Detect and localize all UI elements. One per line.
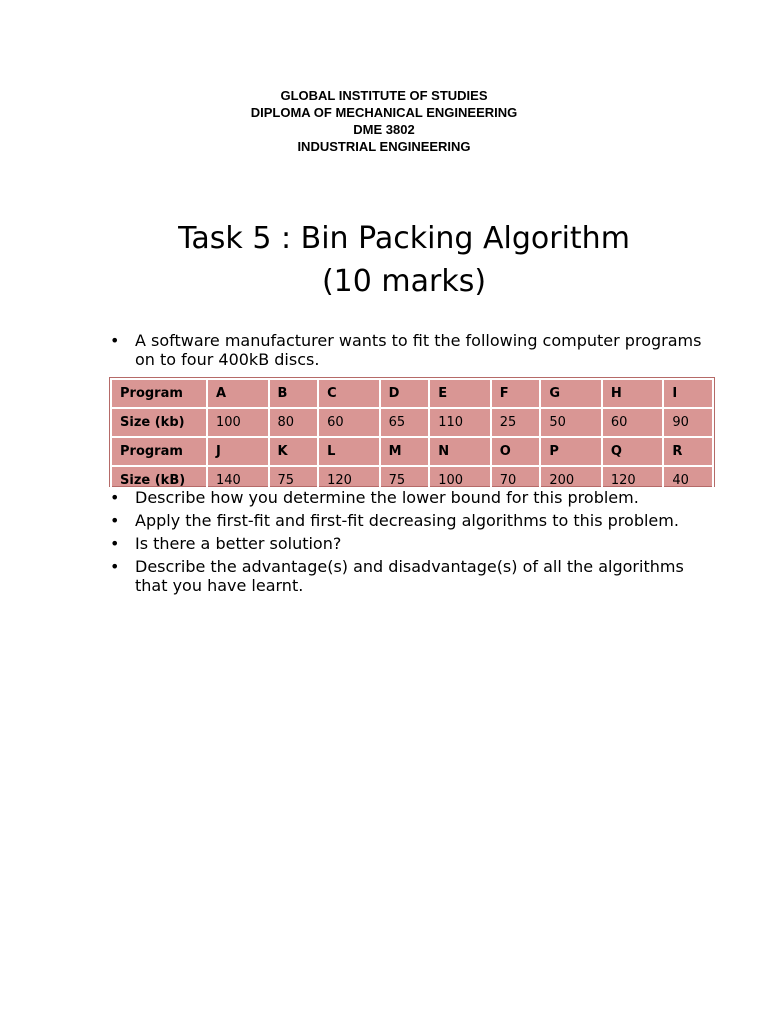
- question-list: [110, 488, 720, 599]
- question-text: Is there a better solution?: [135, 534, 342, 553]
- table-cell: Program: [111, 437, 207, 466]
- table-cell: Size (kb): [111, 408, 207, 437]
- question-text: Describe how you determine the lower bound for this problem.: [135, 488, 639, 507]
- table-cell: E: [429, 379, 491, 408]
- table-cell: K: [269, 437, 319, 466]
- table-cell: F: [491, 379, 541, 408]
- table-cell: A: [207, 379, 269, 408]
- table-cell: I: [663, 379, 713, 408]
- table-cell: Size (kB): [111, 466, 207, 495]
- table-cell: 25: [491, 408, 541, 437]
- list-item: [110, 488, 720, 507]
- course-name: INDUSTRIAL ENGINEERING: [297, 139, 471, 154]
- document-header: [0, 87, 768, 155]
- table-cell: 100: [429, 466, 491, 495]
- table-cell: 90: [663, 408, 713, 437]
- institute-name: GLOBAL INSTITUTE OF STUDIES: [280, 88, 488, 103]
- table-cell: 75: [269, 466, 319, 495]
- table-cell: 110: [429, 408, 491, 437]
- data-table: [110, 378, 714, 496]
- table-cell: P: [540, 437, 602, 466]
- bullet-marker: •: [110, 534, 120, 553]
- task-marks: (10 marks): [321, 264, 487, 299]
- table-row: [111, 379, 713, 408]
- table-cell: O: [491, 437, 541, 466]
- question-text: Apply the first-fit and first-fit decreasing algorithms to this problem.: [135, 511, 679, 530]
- table-cell: 70: [491, 466, 541, 495]
- table-cell: 60: [602, 408, 664, 437]
- table-cell: R: [663, 437, 713, 466]
- table-row: [111, 437, 713, 466]
- table-cell: H: [602, 379, 664, 408]
- table-cell: 60: [318, 408, 380, 437]
- bullet-marker: •: [110, 511, 120, 530]
- list-item: [110, 534, 720, 553]
- question-text: Describe the advantage(s) and disadvantage(s) of all the algorithms that you have learnt.: [135, 557, 684, 595]
- table-cell: Q: [602, 437, 664, 466]
- list-item: [110, 331, 720, 369]
- table-cell: 65: [380, 408, 430, 437]
- task-title: [0, 217, 768, 303]
- table-cell: M: [380, 437, 430, 466]
- list-item: [110, 557, 720, 595]
- bullet-marker: •: [110, 557, 120, 576]
- bullet-marker: •: [110, 331, 120, 350]
- table-cell: Program: [111, 379, 207, 408]
- table-cell: C: [318, 379, 380, 408]
- table-cell: B: [269, 379, 319, 408]
- table-cell: 75: [380, 466, 430, 495]
- table-cell: 40: [663, 466, 713, 495]
- table-cell: 100: [207, 408, 269, 437]
- table-cell: N: [429, 437, 491, 466]
- table-cell: 120: [602, 466, 664, 495]
- intro-text: A software manufacturer wants to fit the following computer programs on to four 400kB discs.: [135, 331, 702, 369]
- program-size-table: [109, 377, 715, 487]
- intro-list: [110, 331, 720, 373]
- table-row: [111, 408, 713, 437]
- table-cell: 200: [540, 466, 602, 495]
- task-title-line1: Task 5 : Bin Packing Algorithm: [178, 221, 630, 256]
- table-cell: J: [207, 437, 269, 466]
- table-cell: 120: [318, 466, 380, 495]
- course-code: DME 3802: [353, 122, 415, 137]
- list-item: [110, 511, 720, 530]
- table-cell: 140: [207, 466, 269, 495]
- table-cell: 80: [269, 408, 319, 437]
- table-cell: L: [318, 437, 380, 466]
- table-cell: G: [540, 379, 602, 408]
- table-cell: D: [380, 379, 430, 408]
- table-cell: 50: [540, 408, 602, 437]
- bullet-marker: •: [110, 488, 120, 507]
- diploma-name: DIPLOMA OF MECHANICAL ENGINEERING: [250, 105, 518, 120]
